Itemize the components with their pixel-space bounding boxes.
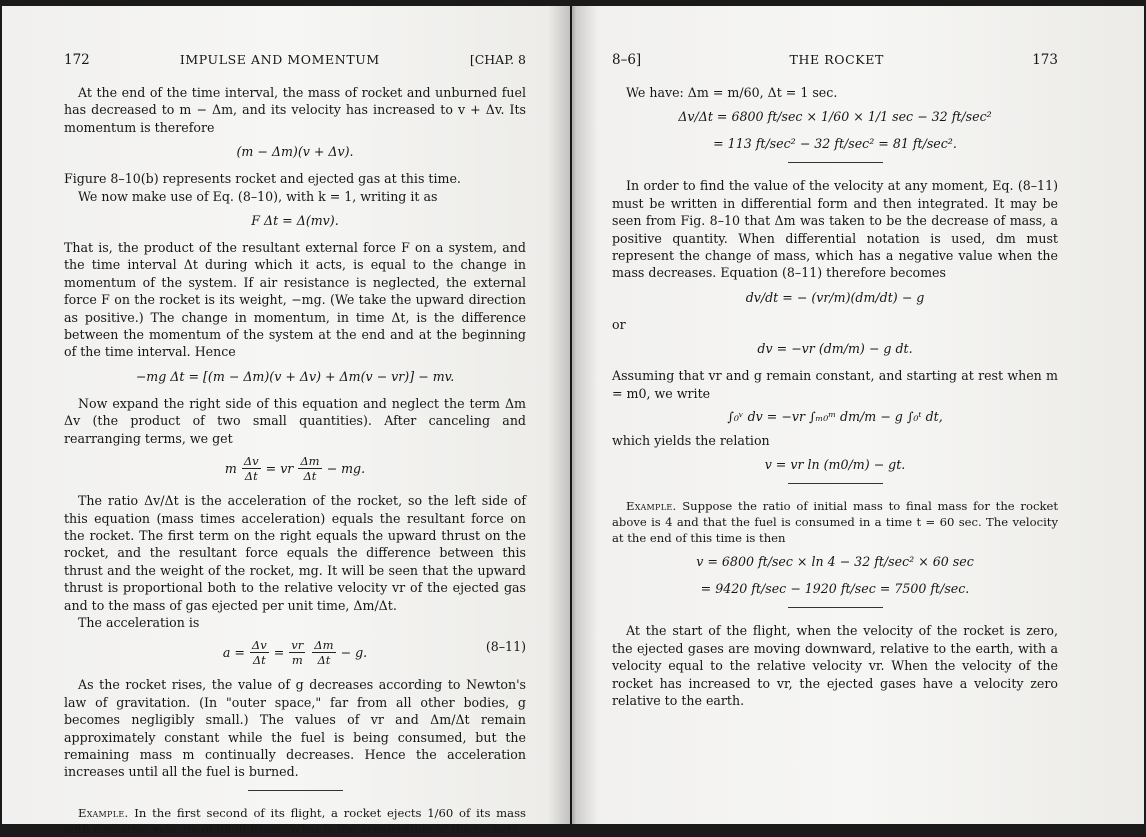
right-calc-line-2: = 113 ft/sec² − 32 ft/sec² = 81 ft/sec². bbox=[713, 136, 957, 152]
right-example-start-rule bbox=[788, 483, 883, 484]
eq4-numerator-2: Δm bbox=[300, 454, 320, 469]
eq4-numerator-1: Δv bbox=[243, 454, 259, 469]
right-example-end-rule-1 bbox=[788, 162, 883, 163]
right-example-equation-1: v = 6800 ft/sec × ln 4 − 32 ft/sec² × 60 sec bbox=[696, 554, 974, 570]
eq5-numerator-1: Δv bbox=[251, 638, 267, 653]
right-example-end-rule-2 bbox=[788, 607, 883, 608]
left-equation-1: (m − Δm)(v + Δv). bbox=[236, 144, 354, 160]
eq4-fraction-2 bbox=[298, 454, 321, 483]
left-paragraph-3: We now make use of Eq. (8–10), with k = 1, writing it as bbox=[78, 188, 438, 204]
eq5-numerator-2: vr bbox=[291, 638, 304, 653]
left-example-text: In the first second of its flight, a rocket ejects 1/60 of its mass with a relative velocity of 6800 ft/sec. What is the acceleration of the rocket? bbox=[64, 805, 526, 836]
right-page-number: 173 bbox=[1032, 52, 1058, 68]
left-paragraph-8: As the rocket rises, the value of g decreases according to Newton's law of gravitation. (In "outer space," far from all other bodies, g becomes negligibly small.) The values of vr and Δm/Δt remain approximately constant while the fuel is being consumed, but the remaining mass m continually decreases. Hence the acceleration increases until all the fuel is burned. bbox=[64, 677, 526, 780]
eq5-rhs: − g. bbox=[340, 644, 368, 660]
left-example bbox=[64, 805, 526, 837]
eq4-rhs: − mg. bbox=[326, 460, 366, 476]
left-equation-4 bbox=[64, 454, 526, 483]
right-example-label: Example. bbox=[626, 499, 677, 514]
eq5-fraction-3 bbox=[312, 638, 335, 667]
eq4-denominator-2: Δt bbox=[303, 469, 317, 484]
right-page-header bbox=[612, 52, 1058, 68]
right-running-title: THE ROCKET bbox=[789, 52, 884, 67]
left-paragraph-7: The acceleration is bbox=[78, 614, 200, 630]
right-example bbox=[612, 498, 1058, 546]
eq5-fraction-1 bbox=[250, 638, 269, 667]
left-paragraph-6: The ratio Δv/Δt is the acceleration of the rocket, so the left side of this equation (mass times acceleration) equals the resultant force on the rocket. The first term on the right equals the upward thrust on the rocket, and the resultant force equals the difference between this thrust and the weight of the rocket, mg. It will be seen that the upward thrust is proportional both to the relative velocity vr of the ejected gas and to the mass of gas ejected per unit time, Δm/Δt. bbox=[64, 493, 526, 613]
eq5-denominator-3: Δt bbox=[317, 653, 331, 668]
left-paragraph-4: That is, the product of the resultant external force F on a system, and the time interval Δt during which it acts, is equal to the change in momentum of the system. If air resistance is neglected, the external force F on the rocket is its weight, −mg. (We take the upward direction as positive.) The change in momentum, in time Δt, is the difference between the momentum of the system at the end and at the beginning of the time interval. Hence bbox=[64, 240, 526, 360]
right-we-have: We have: Δm = m/60, Δt = 1 sec. bbox=[626, 85, 838, 100]
eq5-denominator-1: Δt bbox=[252, 653, 266, 668]
right-diff-equation-2: dv = −vr (dm/m) − g dt. bbox=[757, 341, 913, 357]
left-chapter-label: [CHAP. 8 bbox=[469, 52, 526, 67]
eq4-mid: = vr bbox=[265, 460, 294, 476]
left-page-header bbox=[64, 52, 526, 68]
right-section-label: 8–6] bbox=[612, 52, 642, 68]
eq5-denominator-2: m bbox=[291, 653, 303, 668]
left-paragraph-2: Figure 8–10(b) represents rocket and ejected gas at this time. bbox=[64, 171, 461, 187]
left-example-label: Example. bbox=[78, 805, 129, 820]
right-paragraph-2: Assuming that vr and g remain constant, and starting at rest when m = m0, we write bbox=[612, 368, 1058, 401]
eq4-lhs: m bbox=[224, 460, 237, 476]
left-example-rule bbox=[248, 790, 343, 791]
right-page bbox=[572, 6, 1144, 824]
left-equation-5 bbox=[64, 638, 526, 667]
right-integral-equation: ∫₀ᵛ dv = −vr ∫ₘ₀ᵐ dm/m − g ∫₀ᵗ dt, bbox=[727, 409, 943, 425]
right-paragraph-4: At the start of the flight, when the velocity of the rocket is zero, the ejected gases are moving downward, relative to the earth, with a velocity equal to the relative velocity vr. When the velocity of the rocket has increased to vr, the ejected gases have a velocity zero relative to the earth. bbox=[612, 623, 1058, 709]
eq5-lhs: a = bbox=[222, 644, 245, 660]
equation-number-8-11: (8–11) bbox=[485, 639, 526, 655]
left-paragraph-5: Now expand the right side of this equation and neglect the term Δm Δv (the product of two small quantities). After canceling and rearranging terms, we get bbox=[64, 395, 526, 446]
right-example-equation-2: = 9420 ft/sec − 1920 ft/sec = 7500 ft/sec. bbox=[700, 581, 970, 597]
eq5-equals: = bbox=[273, 644, 285, 660]
left-page bbox=[2, 6, 570, 836]
eq5-fraction-2 bbox=[289, 638, 305, 667]
left-running-title: IMPULSE AND MOMENTUM bbox=[179, 52, 380, 67]
eq4-fraction-1 bbox=[242, 454, 261, 483]
right-paragraph-3: which yields the relation bbox=[612, 433, 770, 449]
left-paragraph-1: At the end of the time interval, the mass of rocket and unburned fuel has decreased to m − Δm, and its velocity has increased to v + Δv. Its momentum is therefore bbox=[64, 85, 526, 135]
left-equation-2: F Δt = Δ(mv). bbox=[251, 213, 339, 229]
eq5-numerator-3: Δm bbox=[314, 638, 334, 653]
eq4-denominator-1: Δt bbox=[244, 469, 258, 484]
right-result-equation: v = vr ln (m0/m) − gt. bbox=[764, 457, 906, 473]
right-example-text: Suppose the ratio of initial mass to final mass for the rocket above is 4 and that the fuel is consumed in a time t = 60 sec. The velocity at the end of this time is then bbox=[612, 499, 1058, 546]
right-or-label: or bbox=[612, 316, 626, 332]
right-calc-line-1: Δv/Δt = 6800 ft/sec × 1/60 × 1/1 sec − 32 ft/sec² bbox=[678, 109, 992, 125]
left-page-number: 172 bbox=[64, 52, 90, 68]
right-paragraph-1: In order to find the value of the velocity at any moment, Eq. (8–11) must be written in differential form and then integrated. It may be seen from Fig. 8–10 that Δm was taken to be the decrease of mass, a positive quantity. When differential notation is used, dm must represent the change of mass, which has a negative value when the mass decreases. Equation (8–11) therefore becomes bbox=[612, 178, 1058, 281]
left-equation-3: −mg Δt = [(m − Δm)(v + Δv) + Δm(v − vr)] − mv. bbox=[135, 368, 455, 384]
right-diff-equation-1: dv/dt = − (vr/m)(dm/dt) − g bbox=[745, 289, 925, 305]
